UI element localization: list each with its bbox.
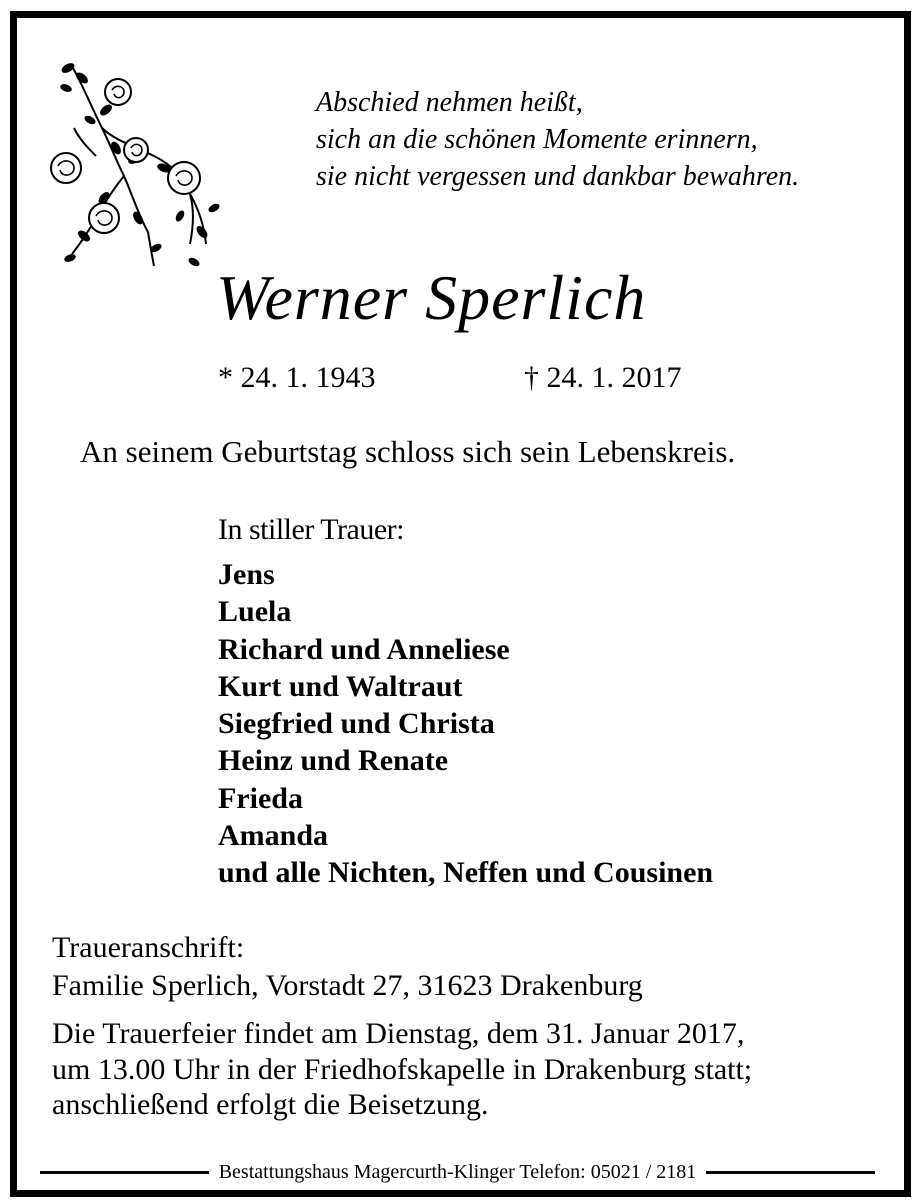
mourner-name: Siegfried und Christa [218,707,495,741]
footer-divider-right [706,1171,875,1174]
footer [40,1157,875,1187]
footer-divider-left [40,1171,209,1174]
service-line: anschließend erfolgt die Beisetzung. [52,1088,489,1121]
mourner-name: Richard und Anneliese [218,632,510,666]
poem-line: sie nicht vergessen und dankbar bewahren. [316,161,800,192]
poem [316,84,799,195]
mourner-name: Amanda [218,819,329,853]
deceased-name: Werner Sperlich [216,262,647,333]
mourner-name: Jens [218,558,275,591]
mourner-name: Kurt und Waltraut [218,669,463,703]
roses-icon [44,48,224,273]
mourner-name: Frieda [218,781,303,815]
funeral-home-contact: Bestattungshaus Magercurth-Klinger Telefon: 05021 / 2181 [209,1157,707,1187]
address-value: Familie Sperlich, Vorstadt 27, 31623 Drakenburg [52,969,643,1002]
tagline: An seinem Geburtstag schloss sich sein Lebenskreis. [80,434,736,469]
birth-date: * 24. 1. 1943 [218,361,376,394]
death-date: † 24. 1. 2017 [524,361,682,394]
mourner-name: Luela [218,595,292,629]
mourning-address [52,929,643,1005]
mourner-name: und alle Nichten, Neffen und Cousinen [218,856,714,890]
mourner-name: Heinz und Renate [218,744,449,778]
poem-line: sich an die schönen Momente erinnern, [316,124,758,155]
funeral-service-info [52,1016,752,1123]
mourners-intro: In stiller Trauer: [218,513,404,546]
address-label: Traueranschrift: [52,931,245,964]
service-line: Die Trauerfeier findet am Dienstag, dem 31. Januar 2017, [52,1017,745,1050]
service-line: um 13.00 Uhr in der Friedhofskapelle in Drakenburg statt; [52,1052,753,1086]
mourners-list [218,556,713,892]
poem-line: Abschied nehmen heißt, [316,87,583,118]
